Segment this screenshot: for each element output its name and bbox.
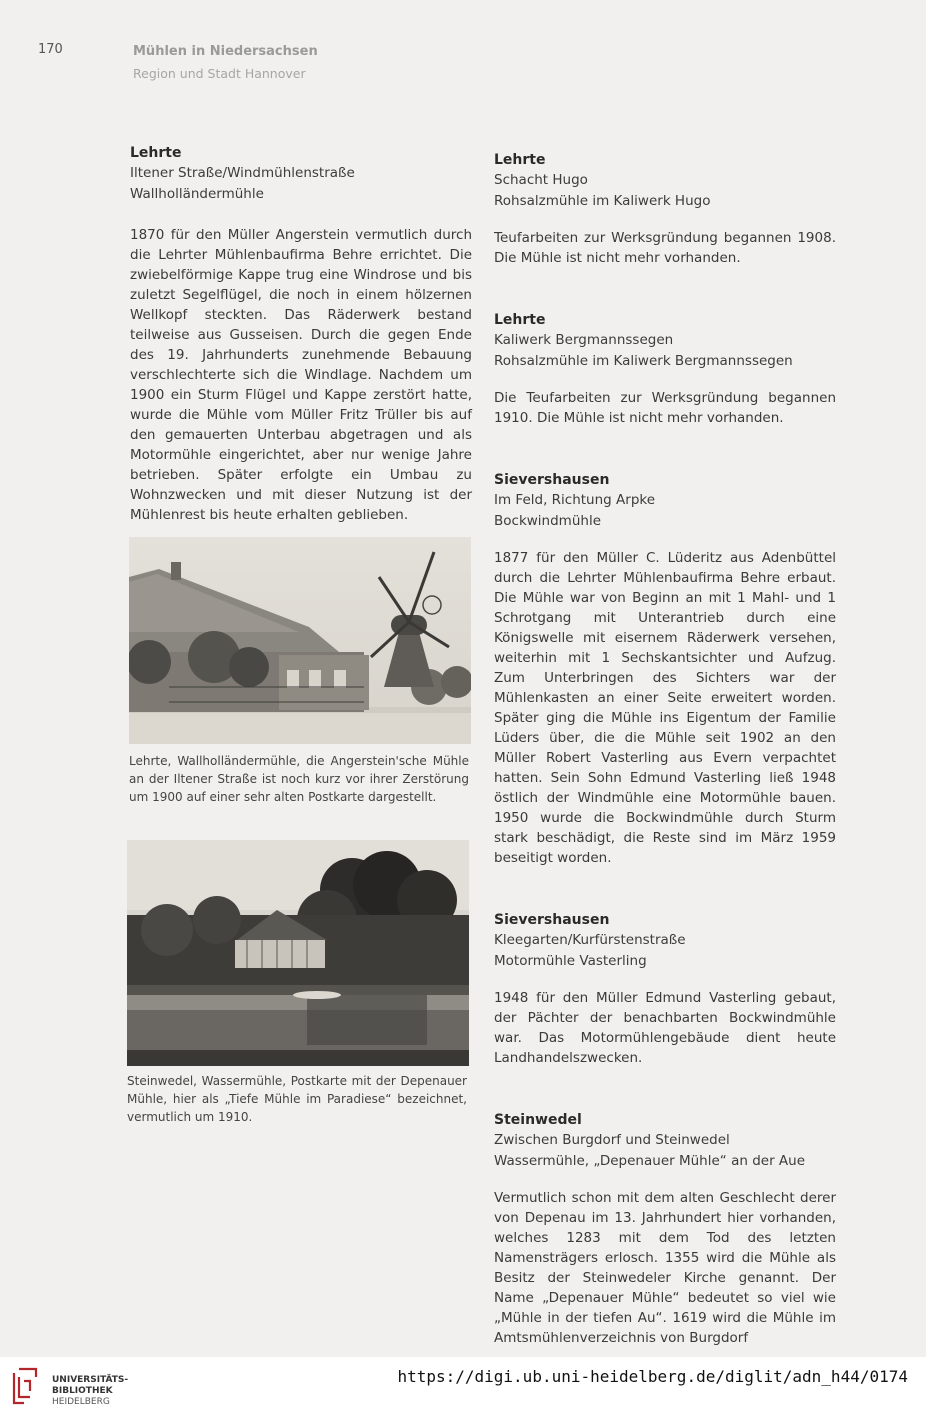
library-name-line1: UNIVERSITÄTS- [52, 1375, 129, 1385]
entry-location: Iltener Straße/Windmühlenstraße [130, 165, 355, 181]
entry-title: Sievershausen [494, 472, 610, 488]
entry-type: Wallholländermühle [130, 186, 264, 202]
entry-type: Bockwindmühle [494, 513, 601, 529]
watermill-postcard-photo [127, 840, 469, 1066]
entry-body: 1948 für den Müller Edmund Vasterling gebaut, der Pächter der benachbarten Bockwindmühle war. Das Motormühlengebäude dient heute Landhandelszwecken. [494, 990, 836, 1066]
entry-body: Teufarbeiten zur Werksgründung begannen 1908. Die Mühle ist nicht mehr vorhanden. [494, 230, 836, 266]
entry-title: Steinwedel [494, 1112, 582, 1128]
library-logo-icon [10, 1367, 44, 1411]
entry-title: Lehrte [130, 145, 182, 161]
entry-body: 1877 für den Müller C. Lüderitz aus Adenbüttel durch die Lehrter Mühlenbaufirma Behre erbaut. Die Mühle war von Beginn an mit 1 Mahl- und 1 Schrotgang mit Unterantrieb durch eine Königswelle mit eisernem Räderwerk versehen, weiterhin mit 1 Sechskantsichter und Aufzug. Zum Unterbringen des Sichters war der Mühlenkasten an einer Seite erweitert worden. Später ging die Mühle ins Eigentum der Familie Lüders über, die die Mühle seit 1902 an den Müller Robert Vasterling aus Evern verpachtet hatten. Sein Sohn Edmund Vasterling ließ 1948 östlich der Windmühle eine Motormühle bauen. 1950 wurde die Bockwindmühle durch Sturm stark beschädigt, die Reste sind im März 1959 beseitigt worden. [494, 550, 836, 866]
entry-title: Lehrte [494, 312, 546, 328]
left-column [130, 143, 472, 525]
entry-location: Zwischen Burgdorf und Steinwedel [494, 1132, 730, 1148]
figure-caption-2: Steinwedel, Wassermühle, Postkarte mit der Depenauer Mühle, hier als „Tiefe Mühle im Paradiese“ bezeichnet, vermutlich um 1910. [127, 1074, 467, 1124]
library-name-line2: BIBLIOTHEK [52, 1386, 113, 1396]
library-name-line3: HEIDELBERG [52, 1397, 110, 1407]
page-number: 170 [38, 42, 63, 57]
running-subtitle: Region und Stadt Hannover [133, 66, 306, 81]
entry-type: Rohsalzmühle im Kaliwerk Hugo [494, 193, 711, 209]
entry-title: Lehrte [494, 152, 546, 168]
entry-location: Schacht Hugo [494, 172, 588, 188]
entry-type: Rohsalzmühle im Kaliwerk Bergmannssegen [494, 353, 793, 369]
source-url[interactable]: https://digi.ub.uni-heidelberg.de/diglit/adn_h44/0174 [397, 1367, 908, 1386]
entry-body: Vermutlich schon mit dem alten Geschlecht derer von Depenau im 13. Jahrhundert hier vorhanden, welches 1283 mit dem Tod des letzten Namensträgers erlosch. 1355 wird die Mühle als Besitz der Steinwedeler Kirche genannt. Der Name „Depenauer Mühle“ bedeutet so viel wie „Mühle in der tiefen Au“. 1619 wird die Mühle im Amtsmühlenverzeichnis von Burgdorf [494, 1190, 836, 1346]
running-title: Mühlen in Niedersachsen [133, 44, 318, 59]
entry-location: Kaliwerk Bergmannssegen [494, 332, 674, 348]
entry-sievershausen-bockwindmuehle [494, 470, 836, 868]
figure-caption-1: Lehrte, Wallholländermühle, die Angerstein'sche Mühle an der Iltener Straße ist noch kurz vor ihrer Zerstörung um 1900 auf einer sehr alten Postkarte dargestellt. [129, 754, 469, 804]
entry-steinwedel-wassermuehle [494, 1110, 836, 1348]
entry-body: 1870 für den Müller Angerstein vermutlich durch die Lehrter Mühlenbaufirma Behre errichtet. Die zwiebelförmige Kappe trug eine Windrose und bis zuletzt Segelflügel, die noch in einem hölzernen Wellkopf steckten. Das Räderwerk bestand teilweise aus Gusseisen. Durch die gegen Ende des 19. Jahrhunderts zunehmende Bebauung verschlechterte sich die Windlage. Nachdem um 1900 ein Sturm Flügel und Kappe zerstört hatte, wurde die Mühle vom Müller Fritz Trüller bis auf den gemauerten Unterbau abgetragen und als Motormühle eingerichtet, aber nur wenige Jahre betrieben. Später erfolgte ein Umbau zu Wohnzwecken und mit dieser Nutzung ist der Mühlenrest bis heute erhalten geblieben. [130, 227, 472, 523]
entry-type: Motormühle Vasterling [494, 953, 647, 969]
entry-lehrte-hugo [494, 150, 836, 268]
library-name [52, 1375, 128, 1408]
entry-sievershausen-motormuehle [494, 910, 836, 1068]
right-column [494, 150, 836, 1348]
entry-location: Kleegarten/Kurfürstenstraße [494, 932, 686, 948]
entry-type: Wassermühle, „Depenauer Mühle“ an der Aue [494, 1153, 806, 1169]
entry-title: Sievershausen [494, 912, 610, 928]
entry-body: Die Teufarbeiten zur Werksgründung begannen 1910. Die Mühle ist nicht mehr vorhanden. [494, 390, 836, 426]
entry-lehrte-bergmannssegen [494, 310, 836, 428]
footer-bar [0, 1357, 926, 1424]
entry-lehrte-wallhollaender [130, 143, 472, 525]
entry-location: Im Feld, Richtung Arpke [494, 492, 656, 508]
windmill-postcard-photo [129, 537, 471, 744]
